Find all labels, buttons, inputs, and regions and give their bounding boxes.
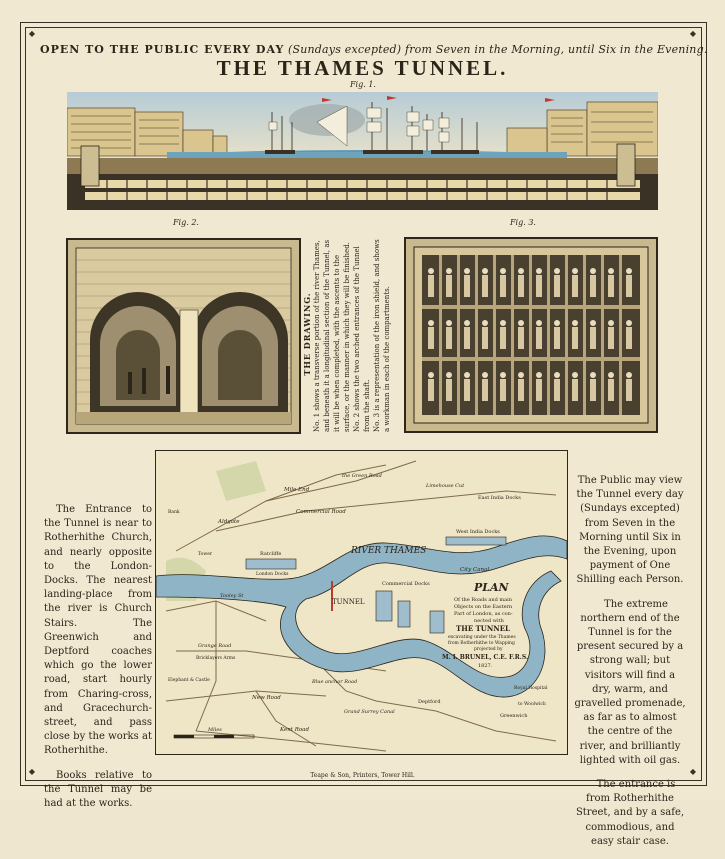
map-label-blue-anchor-road: Blue anchor Road bbox=[312, 679, 358, 685]
corner-ornament: ◆ bbox=[28, 29, 36, 38]
fig-2-label: Fig. 2. bbox=[173, 218, 199, 227]
fig-3-iron-shield bbox=[404, 237, 658, 433]
right-info-column bbox=[574, 474, 686, 859]
map-label-kent-road: Kent Road bbox=[280, 727, 309, 733]
map-label-woolwich: to Woolwich bbox=[518, 702, 546, 707]
plan-subtitle-2: Objects on the Eastern bbox=[454, 604, 513, 610]
drawing-key bbox=[302, 236, 397, 432]
plan-author: M. I. BRUNEL, C.E. F.R.S. bbox=[442, 654, 529, 661]
map-label-ratcliffe: Ratcliffe bbox=[260, 551, 282, 557]
open-notice-text: OPEN TO THE PUBLIC EVERY DAY bbox=[40, 43, 285, 56]
map-label-bank: Bank bbox=[168, 510, 180, 515]
map-label-mile-end: Mile End bbox=[284, 487, 310, 493]
fig-2-tunnel-arches bbox=[66, 238, 301, 434]
map-label-greenwich: Greenwich bbox=[500, 713, 528, 719]
corner-ornament: ◆ bbox=[28, 767, 36, 776]
map-label-aldgate: Aldgate bbox=[218, 519, 240, 525]
map-label-west-india-docks: West India Docks bbox=[456, 529, 500, 535]
map-label-commercial-docks: Commercial Docks bbox=[382, 581, 430, 587]
entrance-notice: The entrance is from Rotherhithe Street, and by a safe, commodious, and easy stair case. bbox=[575, 779, 685, 847]
map-label-grange-road: Grange Road bbox=[198, 643, 232, 649]
map-label-city-canal: City Canal bbox=[460, 567, 490, 573]
books-notice: Books relative to the Tunnel may be had at the works. bbox=[44, 769, 152, 810]
map-label-tooley-st: Tooley St bbox=[220, 593, 244, 599]
map-label-commercial-road: Commercial Road bbox=[296, 509, 346, 515]
map-label-royal-hospital: Royal Hospital bbox=[514, 686, 548, 691]
drawing-key-item-3: No. 3 is a representation of the iron shield, and shows a workman in each of the compartments. bbox=[373, 239, 391, 432]
plan-subtitle-1: Of the Roads and main bbox=[454, 597, 512, 603]
promenade-notice: The extreme northern end of the Tunnel is for the present secured by a strong wall; but visitors will find a dry, warm, and gravelled promenade, as far as to almost the centre of the river, and brilliantly lighted with oil gas. bbox=[574, 598, 686, 766]
map-label-grand-surrey-canal: Grand Surrey Canal bbox=[344, 709, 395, 715]
river-label: RIVER THAMES bbox=[351, 546, 427, 556]
tunnel-label: TUNNEL bbox=[332, 598, 365, 606]
map-label-miles: Miles bbox=[208, 727, 222, 733]
map-label-limehouse-cut: Limehouse Cut bbox=[426, 483, 465, 489]
map-label-new-road: New Road bbox=[252, 695, 281, 701]
fig-3-label: Fig. 3. bbox=[510, 218, 536, 227]
plan-title: PLAN bbox=[474, 581, 509, 594]
hours-text: (Sundays excepted) from Seven in the Morning, until Six in the Evening. bbox=[288, 43, 708, 56]
map-label-london-docks: London Docks bbox=[256, 572, 289, 577]
map-label-green-road: the Green Road bbox=[342, 473, 382, 479]
map-label-east-india-docks: East India Docks bbox=[478, 495, 521, 501]
plan-subtitle-8: projected by bbox=[474, 647, 503, 652]
plan-map bbox=[155, 450, 568, 755]
plan-subtitle-3: Part of London, as con- bbox=[454, 611, 513, 617]
page-title: THE THAMES TUNNEL. bbox=[216, 56, 509, 80]
map-label-deptford: Deptford bbox=[418, 699, 441, 705]
plan-subtitle-5: THE TUNNEL bbox=[456, 624, 510, 633]
corner-ornament: ◆ bbox=[689, 767, 697, 776]
drawing-key-item-1: No. 1 shows a transverse portion of the river Thames, and beneath it a longitudinal section of the Tunnel, as it will be when completed, with the ascents to the surface, or the manner in which they will be finished. bbox=[313, 239, 351, 432]
map-label-bricklayers-arms: Bricklayers Arms bbox=[196, 656, 236, 661]
fig-1-label: Fig. 1. bbox=[350, 80, 376, 89]
plan-subtitle-7: from Rotherhithe to Wapping bbox=[448, 641, 515, 646]
entrance-directions: The Entrance to the Tunnel is near to Rotherhithe Church, and nearly opposite to the London-Docks. The nearest landing-place from the river is Church Stairs. The Greenwich and Deptford coaches which go the lower road, start hourly from Charing-cross, and Gracechurch-street, and pass close by the works at Rotherhithe. bbox=[44, 504, 152, 757]
fig-1-river-panorama bbox=[67, 92, 658, 210]
map-label-tower: Tower bbox=[198, 552, 213, 557]
plan-year: 1827. bbox=[478, 663, 493, 669]
opening-notice bbox=[40, 43, 708, 56]
drawing-key-title: THE DRAWING. bbox=[302, 292, 312, 376]
corner-ornament: ◆ bbox=[689, 29, 697, 38]
viewing-hours-notice: The Public may view the Tunnel every day (Sundays excepted) from Seven in the Morning until Six in the Evening, upon payment of One Shilling each Person. bbox=[576, 475, 684, 586]
plan-subtitle-6: excavating under the Thames bbox=[448, 635, 516, 640]
plan-subtitle-4: nected with bbox=[474, 618, 504, 624]
printer-credit: Teape & Son, Printers, Tower Hill. bbox=[310, 772, 415, 779]
drawing-key-item-2: No. 2 shows the two arched entrances of the Tunnel from the shaft. bbox=[353, 246, 371, 432]
map-label-elephant-castle: Elephant & Castle bbox=[168, 678, 210, 683]
